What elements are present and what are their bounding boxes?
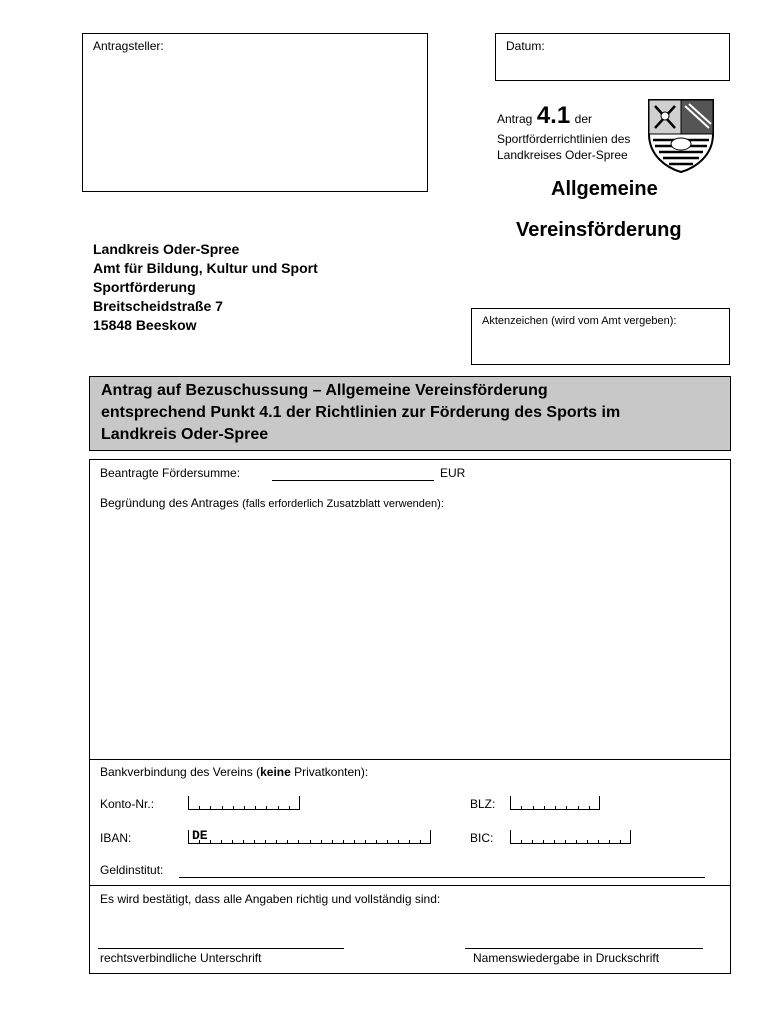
begruendung-textarea[interactable]	[92, 516, 728, 756]
comb-tick	[543, 840, 544, 844]
recipient-address	[93, 240, 318, 335]
comb-tick	[287, 840, 288, 844]
comb-tick	[232, 840, 233, 844]
comb-tick	[354, 840, 355, 844]
datum-label: Datum:	[506, 39, 545, 53]
print-name-line[interactable]	[465, 930, 703, 949]
comb-tick	[210, 806, 211, 810]
title-line-2: Vereinsförderung	[516, 219, 682, 241]
comb-edge	[299, 796, 300, 810]
comb-edge	[510, 796, 511, 810]
comb-edge	[630, 830, 631, 844]
comb-tick	[222, 806, 223, 810]
comb-tick	[221, 840, 222, 844]
print-name-label: Namenswiedergabe in Druckschrift	[473, 951, 660, 965]
confirmation-text: Es wird bestätigt, dass alle Angaben richtig und vollständig sind:	[100, 892, 441, 906]
bic-input[interactable]	[510, 830, 631, 844]
foerdersumme-input-line[interactable]	[272, 465, 434, 481]
comb-edge	[599, 796, 600, 810]
comb-tick	[289, 806, 290, 810]
signature-line[interactable]	[98, 930, 344, 949]
comb-tick	[310, 840, 311, 844]
comb-tick	[398, 840, 399, 844]
comb-tick	[376, 840, 377, 844]
comb-tick	[365, 840, 366, 844]
comb-tick	[555, 806, 556, 810]
comb-tick	[587, 840, 588, 844]
comb-tick	[265, 840, 266, 844]
konto-label: Konto-Nr.:	[100, 797, 155, 811]
comb-tick	[266, 806, 267, 810]
comb-tick	[244, 806, 245, 810]
bank-heading-suffix: Privatkonten):	[290, 765, 369, 779]
comb-tick	[254, 840, 255, 844]
heading-line-2: entsprechend Punkt 4.1 der Richtlinien zur Förderung des Sports im	[101, 404, 621, 421]
comb-tick	[566, 806, 567, 810]
comb-tick	[233, 806, 234, 810]
address-line-5: 15848 Beeskow	[93, 317, 197, 333]
comb-edge	[188, 796, 189, 810]
geldinstitut-input-line[interactable]	[179, 862, 705, 878]
antragsteller-label: Antragsteller:	[93, 39, 164, 53]
konto-input[interactable]	[188, 796, 300, 810]
comb-tick	[532, 840, 533, 844]
address-line-3: Sportförderung	[93, 279, 196, 295]
antrag-prefix: Antrag	[497, 112, 533, 126]
iban-country-code: DE	[192, 828, 208, 843]
comb-tick	[578, 806, 579, 810]
address-line-1: Landkreis Oder-Spree	[93, 241, 240, 257]
bank-heading-prefix: Bankverbindung des Vereins (	[100, 765, 261, 779]
currency-label: EUR	[440, 466, 466, 480]
title-line-1: Allgemeine	[551, 178, 658, 200]
comb-tick	[620, 840, 621, 844]
richtlinien-line-1: Sportförderrichtlinien des	[497, 132, 631, 146]
begruendung-label	[100, 496, 444, 510]
comb-tick	[565, 840, 566, 844]
comb-edge	[510, 830, 511, 844]
signature-label: rechtsverbindliche Unterschrift	[100, 951, 262, 965]
comb-edge	[430, 830, 431, 844]
comb-tick	[554, 840, 555, 844]
comb-tick	[420, 840, 421, 844]
bank-heading	[100, 765, 368, 779]
comb-tick	[332, 840, 333, 844]
aktenzeichen-label: Aktenzeichen (wird vom Amt vergeben):	[482, 315, 677, 327]
antrag-suffix: der	[574, 112, 592, 126]
coat-of-arms-icon	[645, 96, 717, 174]
begruendung-text: Begründung des Antrages	[100, 496, 239, 510]
bank-heading-bold: keine	[260, 765, 291, 779]
blz-label: BLZ:	[470, 797, 496, 811]
comb-tick	[387, 840, 388, 844]
comb-tick	[210, 840, 211, 844]
iban-label: IBAN:	[100, 831, 132, 845]
comb-tick	[521, 840, 522, 844]
address-line-4: Breitscheidstraße 7	[93, 298, 223, 314]
form-heading	[89, 376, 731, 451]
antragsteller-box[interactable]	[82, 33, 428, 192]
geldinstitut-label: Geldinstitut:	[100, 863, 164, 877]
bic-label: BIC:	[470, 831, 494, 845]
comb-tick	[343, 840, 344, 844]
foerdersumme-label: Beantragte Fördersumme:	[100, 466, 241, 480]
comb-base	[510, 843, 631, 844]
antrag-number: 4.1	[536, 102, 571, 129]
heading-line-1: Antrag auf Bezuschussung – Allgemeine Vereinsförderung	[101, 382, 548, 399]
comb-tick	[321, 840, 322, 844]
richtlinien-line-2: Landkreises Oder-Spree	[497, 148, 628, 162]
begruendung-hint: (falls erforderlich Zusatzblatt verwenden):	[242, 498, 444, 510]
blz-input[interactable]	[510, 796, 600, 810]
comb-tick	[255, 806, 256, 810]
comb-tick	[533, 806, 534, 810]
antrag-number-line	[497, 102, 592, 130]
comb-tick	[243, 840, 244, 844]
heading-line-3: Landkreis Oder-Spree	[101, 426, 269, 443]
comb-tick	[278, 806, 279, 810]
address-line-2: Amt für Bildung, Kultur und Sport	[93, 260, 318, 276]
comb-edge	[188, 830, 189, 844]
iban-input[interactable]	[188, 830, 431, 844]
comb-tick	[576, 840, 577, 844]
comb-tick	[276, 840, 277, 844]
comb-tick	[409, 840, 410, 844]
comb-tick	[589, 806, 590, 810]
comb-tick	[199, 806, 200, 810]
comb-tick	[521, 806, 522, 810]
comb-tick	[544, 806, 545, 810]
comb-tick	[609, 840, 610, 844]
comb-tick	[298, 840, 299, 844]
comb-tick	[598, 840, 599, 844]
